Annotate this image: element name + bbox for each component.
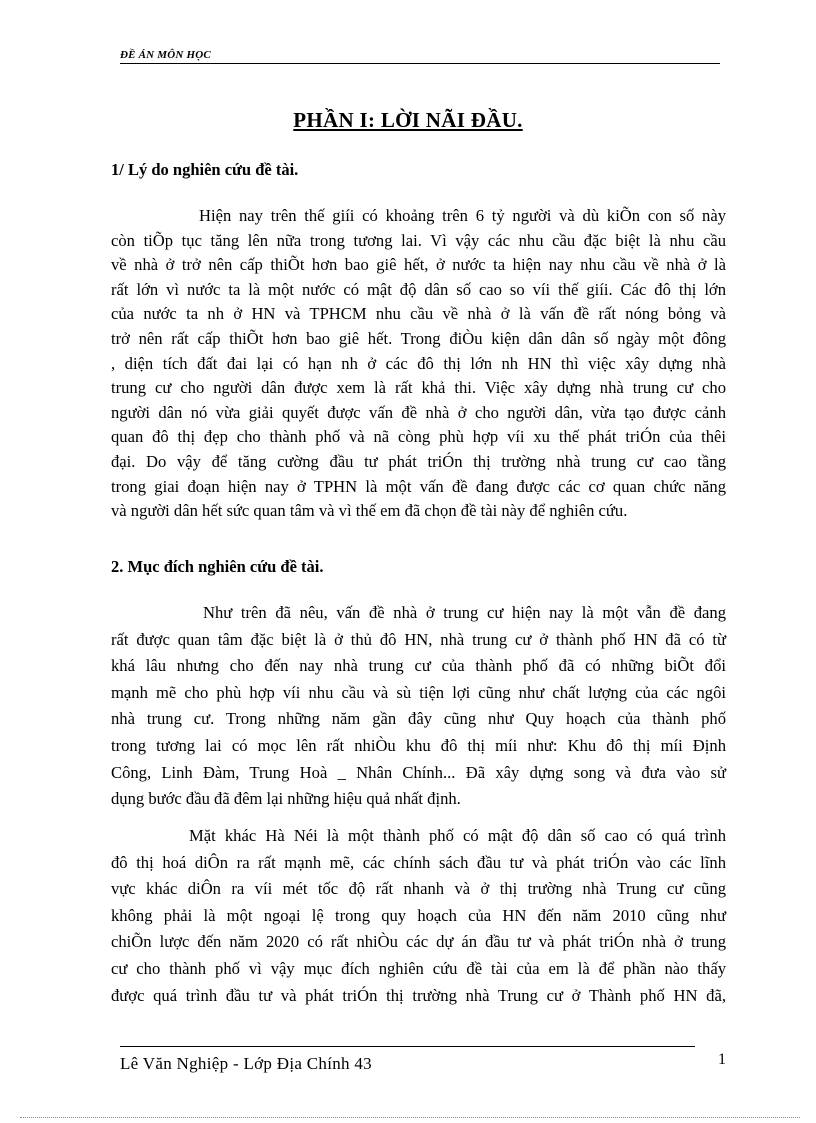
paragraph-line: chiÕn lược đến năm 2020 có rất nhiÒu các dự án đầu tư và phát triÓn nhà ở trung: [111, 932, 726, 952]
paragraph-line: mạnh mẽ cho phù hợp víi nhu cầu và sù tiện lợi cũng như chất lượng của các ngôi: [111, 682, 726, 702]
paragraph-line: trong giai đoạn hiện nay ở TPHN là một vấn đề đang được các cơ quan chức năng: [111, 476, 726, 496]
paragraph-line: trở nên rất cấp thiÕt hơn bao giê hết. Trong điÒu kiện dân dân số ngày một đông: [111, 328, 726, 348]
paragraph-line: rất được quan tâm đặc biệt là ở thủ đô HN, nhà trung cư ở thành phố HN đã có từ: [111, 629, 726, 649]
paragraph-line: Hiện nay trên thế giíi có khoảng trên 6 tỷ người và dù kiÕn con số này: [199, 206, 726, 225]
footer-author: Lê Văn Nghiệp - Lớp Địa Chính 43: [120, 1054, 372, 1073]
page-title: PHẦN I: LỜI NÃI ĐẦU.: [293, 108, 523, 132]
paragraph-line: đại. Do vậy để tăng cường đầu tư phát triÓn thị trường nhà trung cư cao tầng: [111, 451, 726, 471]
section-2-paragraph-1: [111, 600, 726, 813]
paragraph-line: được quá trình đầu tư và phát triÓn thị trường nhà Trung cư ở Thành phố HN đã,: [111, 985, 726, 1005]
paragraph-line: Như trên đã nêu, vấn đề nhà ở trung cư hiện nay là một vẫn đề đang: [203, 603, 726, 622]
paragraph-line: Công, Linh Đàm, Trung Hoà _ Nhân Chính... Đã xây dựng song và đưa vào sử: [111, 762, 726, 782]
paragraph-line: không phải là một ngoại lệ trong quy hoạch của HN đến năm 2010 cũng như: [111, 905, 726, 925]
paragraph-line: về nhà ở trở nên cấp thiÕt hơn bao giê hết, ở nước ta hiện nay nhu cầu về nhà ở là: [111, 255, 726, 275]
paragraph-line: trung cư cho người dân được xem là rất khả thi. Việc xây dựng nhà trung cư cho: [111, 378, 726, 398]
paragraph-line: của nước ta nh ở HN và TPHCM nhu cầu về nhà ở là vấn đề rất nóng bỏng và: [111, 304, 726, 324]
section-2-heading: 2. Mục đích nghiên cứu đề tài.: [111, 557, 324, 576]
paragraph-line: rất lớn vì nước ta là một nước có mật độ dân số cao so víi thế giíi. Các đô thị lớn: [111, 279, 726, 299]
paragraph-line: dụng bước đầu đã đêm lại những hiệu quả nhất định.: [111, 789, 461, 809]
paragraph-line: vực khác diÔn ra víi mét tốc độ rất nhanh và ở thị trường nhà Trung cư cũng: [111, 879, 726, 899]
paragraph-line: , diện tích đất đai lại có hạn nh ở các đô thị lớn nh HN thì việc xây dựng nhà: [111, 353, 726, 373]
footer-divider: [120, 1046, 695, 1047]
running-header: ĐỀ ÁN MÔN HỌC: [120, 49, 720, 64]
paragraph-line: người dân nó vừa giải quyết được vấn đề nhà ở cho người dân, vừa tạo được cảnh: [111, 402, 726, 422]
page-number: 1: [718, 1051, 726, 1068]
paragraph-line: khá lâu nhưng cho đến nay nhà trung cư của thành phố đã có những biÕt đổi: [111, 656, 726, 676]
paragraph-line: cư cho thành phố vì vậy mục đích nghiên cứu đề tài của em là để phần nào thấy: [111, 958, 726, 978]
section-1-heading: 1/ Lý do nghiên cứu đề tài.: [111, 160, 299, 179]
paragraph-line: nhà trung cư. Trong những năm gần đây cũng như Quy hoạch của thành phố: [111, 709, 726, 729]
section-1-paragraph: [111, 204, 726, 524]
paragraph-line: và người dân hết sức quan tâm và vì thế em đã chọn đề tài này để nghiên cứu.: [111, 501, 628, 521]
paragraph-line: quan đô thị đẹp cho thành phố và nã còng phù hợp víi xu thế phát triÓn của thêi: [111, 427, 726, 447]
page-bottom-border: [20, 1117, 800, 1118]
section-2-paragraph-2: [111, 823, 726, 1009]
paragraph-line: còn tiÕp tục tăng lên nữa trong tương lai. Vì vậy các nhu cầu đặc biệt là nhu cầu: [111, 230, 726, 250]
paragraph-line: trong tương lai có mọc lên rất nhiÒu khu đô thị míi như: Khu đô thị míi Định: [111, 735, 726, 755]
paragraph-line: Mặt khác Hà Néi là một thành phố có mật độ dân số cao có quá trình: [189, 826, 726, 845]
paragraph-line: đô thị hoá diÔn ra rất mạnh mẽ, các chính sách đầu tư và phát triÓn vào các lĩnh: [111, 852, 726, 872]
